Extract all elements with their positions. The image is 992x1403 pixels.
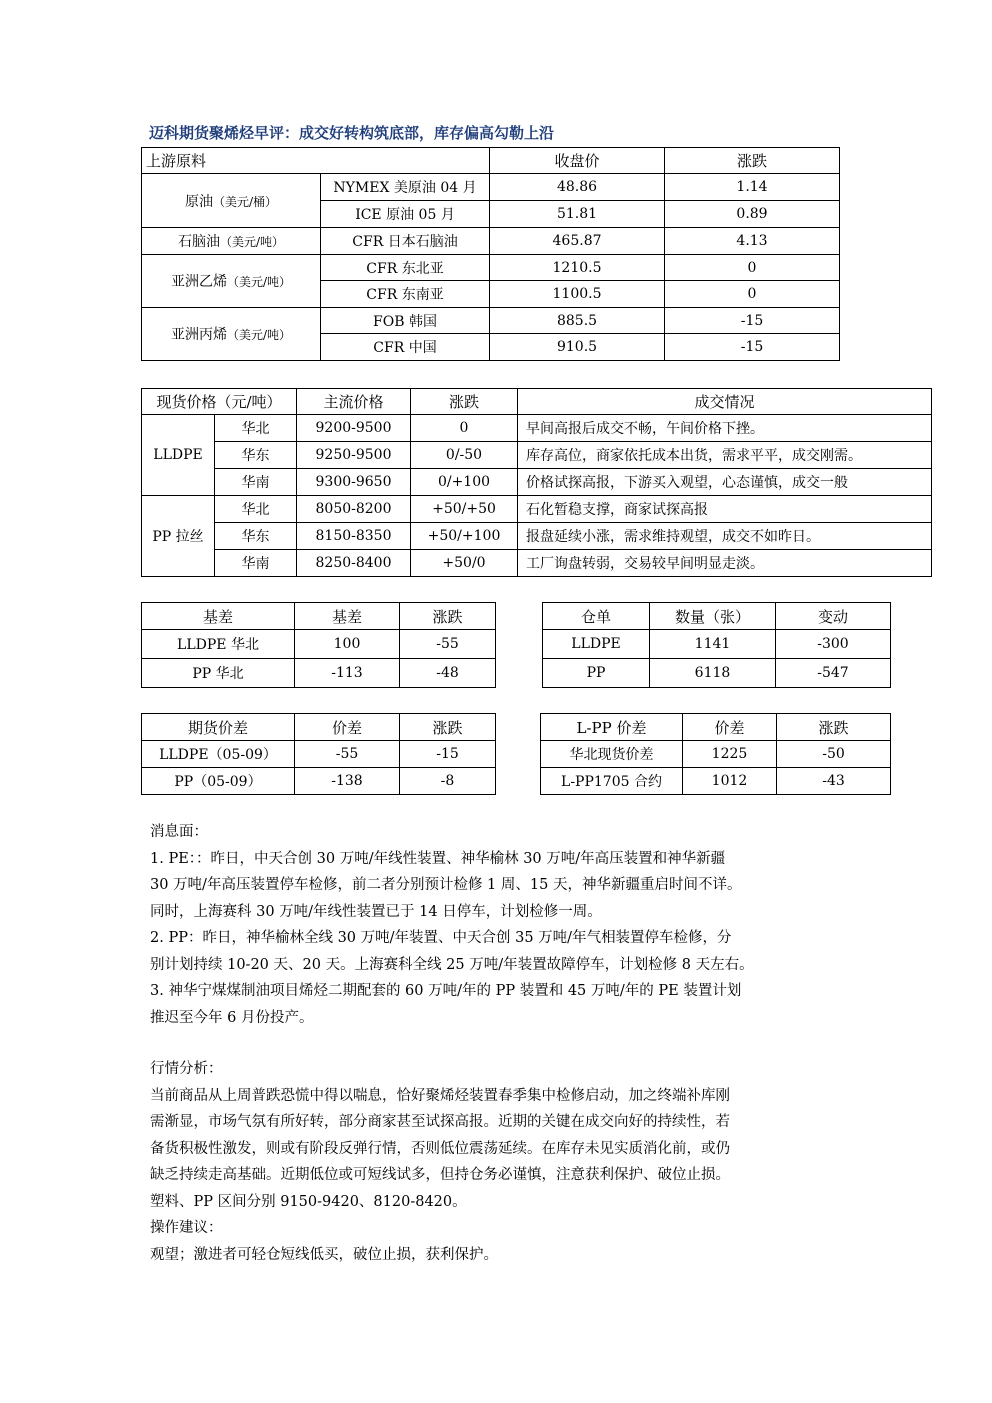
advice-heading: 操作建议：: [150, 1220, 223, 1236]
spot-note: 石化暂稳支撑，商家试探高报: [518, 496, 932, 523]
spot-price-table: [141, 388, 932, 577]
spot-header-price: 现货价格（元/吨）: [142, 389, 297, 415]
spot-change: +50/+50: [411, 496, 518, 523]
crude-price: 51.81: [490, 201, 665, 228]
report-title: 迈科期货聚烯烃早评：成交好转构筑底部，库存偏高勾勒上沿: [149, 124, 555, 142]
spot-header-change: 涨跌: [411, 389, 518, 415]
spot-change: +50/0: [411, 550, 518, 577]
futures-spread-change: -8: [400, 768, 496, 795]
spot-price: 8150-8350: [297, 523, 411, 550]
lpp-spread-name: 华北现货价差: [541, 741, 683, 768]
propylene-price: 885.5: [490, 308, 665, 334]
futures-spread-name: PP（05-09）: [142, 768, 295, 795]
ethylene-change: 0: [665, 281, 840, 308]
analysis-line: 当前商品从上周普跌恐慌中得以喘息，恰好聚烯烃装置春季集中检修启动，加之终端补库刚: [150, 1087, 730, 1104]
warehouse-name: PP: [543, 659, 650, 688]
futures-spread-change: -15: [400, 741, 496, 768]
spot-change: 0: [411, 415, 518, 442]
ethylene-label: 亚洲乙烯（美元/吨）: [142, 255, 321, 308]
spot-note: 库存高位，商家依托成本出货，需求平平，成交刚需。: [518, 442, 932, 469]
naphtha-label: 石脑油（美元/吨）: [142, 228, 321, 255]
futures-spread-header: 涨跌: [400, 714, 496, 741]
lpp-spread-header: 价差: [683, 714, 777, 741]
news-line: 3. 神华宁煤煤制油项目烯烃二期配套的 60 万吨/年的 PP 装置和 45 万吨/年的 PE 装置计划: [150, 983, 742, 999]
lpp-spread-header: 涨跌: [777, 714, 891, 741]
spot-region: 华北: [215, 415, 297, 442]
basis-name: LLDPE 华北: [142, 630, 295, 659]
analysis-line: 塑料、PP 区间分别 9150-9420、8120-8420。: [150, 1193, 467, 1210]
spot-region: 华南: [215, 469, 297, 496]
warehouse-change: -300: [776, 630, 891, 659]
basis-header: 基差: [142, 603, 295, 630]
spot-region: 华南: [215, 550, 297, 577]
spot-price: 9200-9500: [297, 415, 411, 442]
news-section: [150, 819, 850, 1031]
warehouse-header: 仓单: [543, 603, 650, 630]
warehouse-change: -547: [776, 659, 891, 688]
futures-spread-header: 价差: [295, 714, 400, 741]
analysis-line: 缺乏持续走高基础。近期低位或可短线试多，但持仓务必谨慎，注意获利保护、破位止损。: [150, 1167, 730, 1183]
warehouse-value: 1141: [650, 630, 776, 659]
spot-note: 价格试探高报，下游买入观望，心态谨慎，成交一般: [518, 469, 932, 496]
spot-header-deal: 成交情况: [518, 389, 932, 415]
spot-change: +50/+100: [411, 523, 518, 550]
crude-change: 1.14: [665, 174, 840, 201]
upstream-header-change: 涨跌: [665, 148, 840, 174]
basis-value: -113: [295, 659, 400, 688]
spot-region: 华东: [215, 442, 297, 469]
futures-spread-value: -55: [295, 741, 400, 768]
basis-header: 涨跌: [400, 603, 496, 630]
news-line: 30 万吨/年高压装置停车检修，前二者分别预计检修 1 周、15 天，神华新疆重启时间不详。: [150, 877, 742, 893]
ethylene-price: 1210.5: [490, 255, 665, 281]
analysis-line: 需渐显，市场气氛有所好转，部分商家甚至试探高报。近期的关键在成交向好的持续性，若: [150, 1114, 730, 1130]
basis-value: 100: [295, 630, 400, 659]
ethylene-change: 0: [665, 255, 840, 281]
ethylene-item: CFR 东北亚: [321, 255, 490, 281]
lpp-spread-header: L-PP 价差: [541, 714, 683, 741]
ethylene-item: CFR 东南亚: [321, 281, 490, 308]
futures-spread-table: [141, 713, 496, 795]
advice-text: 观望；激进者可轻仓短线低买，破位止损，获利保护。: [150, 1246, 498, 1263]
spot-price: 8050-8200: [297, 496, 411, 523]
naphtha-change: 4.13: [665, 228, 840, 255]
spot-price: 9250-9500: [297, 442, 411, 469]
news-line: 同时，上海赛科 30 万吨/年线性装置已于 14 日停车，计划检修一周。: [150, 903, 602, 920]
propylene-price: 910.5: [490, 334, 665, 361]
futures-spread-header: 期货价差: [142, 714, 295, 741]
propylene-item: CFR 中国: [321, 334, 490, 361]
news-line: 推迟至今年 6 月份投产。: [150, 1009, 314, 1026]
pp-label: PP 拉丝: [142, 496, 215, 577]
propylene-change: -15: [665, 334, 840, 361]
crude-price: 48.86: [490, 174, 665, 201]
news-line: 1. PE：：昨日，中天合创 30 万吨/年线性装置、神华榆林 30 万吨/年高压装置和神华新疆: [150, 850, 726, 867]
propylene-label: 亚洲丙烯（美元/吨）: [142, 308, 321, 361]
basis-header: 基差: [295, 603, 400, 630]
lldpe-label: LLDPE: [142, 415, 215, 496]
crude-item: ICE 原油 05 月: [321, 201, 490, 228]
naphtha-price: 465.87: [490, 228, 665, 255]
spot-header-mainstream: 主流价格: [297, 389, 411, 415]
spot-note: 报盘延续小涨，需求维持观望，成交不如昨日。: [518, 523, 932, 550]
news-line: 别计划持续 10-20 天、20 天。上海赛科全线 25 万吨/年装置故障停车，计划检修 8 天左右。: [150, 956, 754, 973]
lpp-spread-value: 1012: [683, 768, 777, 795]
propylene-item: FOB 韩国: [321, 308, 490, 334]
propylene-change: -15: [665, 308, 840, 334]
warehouse-header: 变动: [776, 603, 891, 630]
basis-change: -55: [400, 630, 496, 659]
lpp-spread-change: -50: [777, 741, 891, 768]
warehouse-header: 数量（张）: [650, 603, 776, 630]
spot-change: 0/+100: [411, 469, 518, 496]
crude-label: 原油（美元/桶）: [142, 174, 321, 228]
lpp-spread-table: [540, 713, 891, 795]
spot-price: 8250-8400: [297, 550, 411, 577]
upstream-header-material: 上游原料: [142, 148, 490, 174]
futures-spread-value: -138: [295, 768, 400, 795]
upstream-header-price: 收盘价: [490, 148, 665, 174]
news-heading: 消息面：: [150, 824, 208, 840]
basis-name: PP 华北: [142, 659, 295, 688]
spot-price: 9300-9650: [297, 469, 411, 496]
lpp-spread-value: 1225: [683, 741, 777, 768]
crude-item: NYMEX 美原油 04 月: [321, 174, 490, 201]
naphtha-item: CFR 日本石脑油: [321, 228, 490, 255]
analysis-line: 备货积极性激发，则或有阶段反弹行情，否则低位震荡延续。在库存未见实质消化前，或仍: [150, 1140, 730, 1157]
spot-change: 0/-50: [411, 442, 518, 469]
crude-change: 0.89: [665, 201, 840, 228]
spot-note: 早间高报后成交不畅，午间价格下挫。: [518, 415, 932, 442]
warehouse-value: 6118: [650, 659, 776, 688]
basis-table: [141, 602, 496, 688]
warehouse-table: [542, 602, 891, 688]
lpp-spread-name: L-PP1705 合约: [541, 768, 683, 795]
spot-region: 华东: [215, 523, 297, 550]
spot-region: 华北: [215, 496, 297, 523]
ethylene-price: 1100.5: [490, 281, 665, 308]
basis-change: -48: [400, 659, 496, 688]
warehouse-name: LLDPE: [543, 630, 650, 659]
news-line: 2. PP：昨日，神华榆林全线 30 万吨/年装置、中天合创 35 万吨/年气相装置停车检修，分: [150, 930, 732, 946]
futures-spread-name: LLDPE（05-09）: [142, 741, 295, 768]
spot-note: 工厂询盘转弱，交易较早间明显走淡。: [518, 550, 932, 577]
analysis-section: [150, 1056, 850, 1268]
upstream-table: [141, 147, 840, 361]
lpp-spread-change: -43: [777, 768, 891, 795]
analysis-heading: 行情分析：: [150, 1061, 223, 1077]
